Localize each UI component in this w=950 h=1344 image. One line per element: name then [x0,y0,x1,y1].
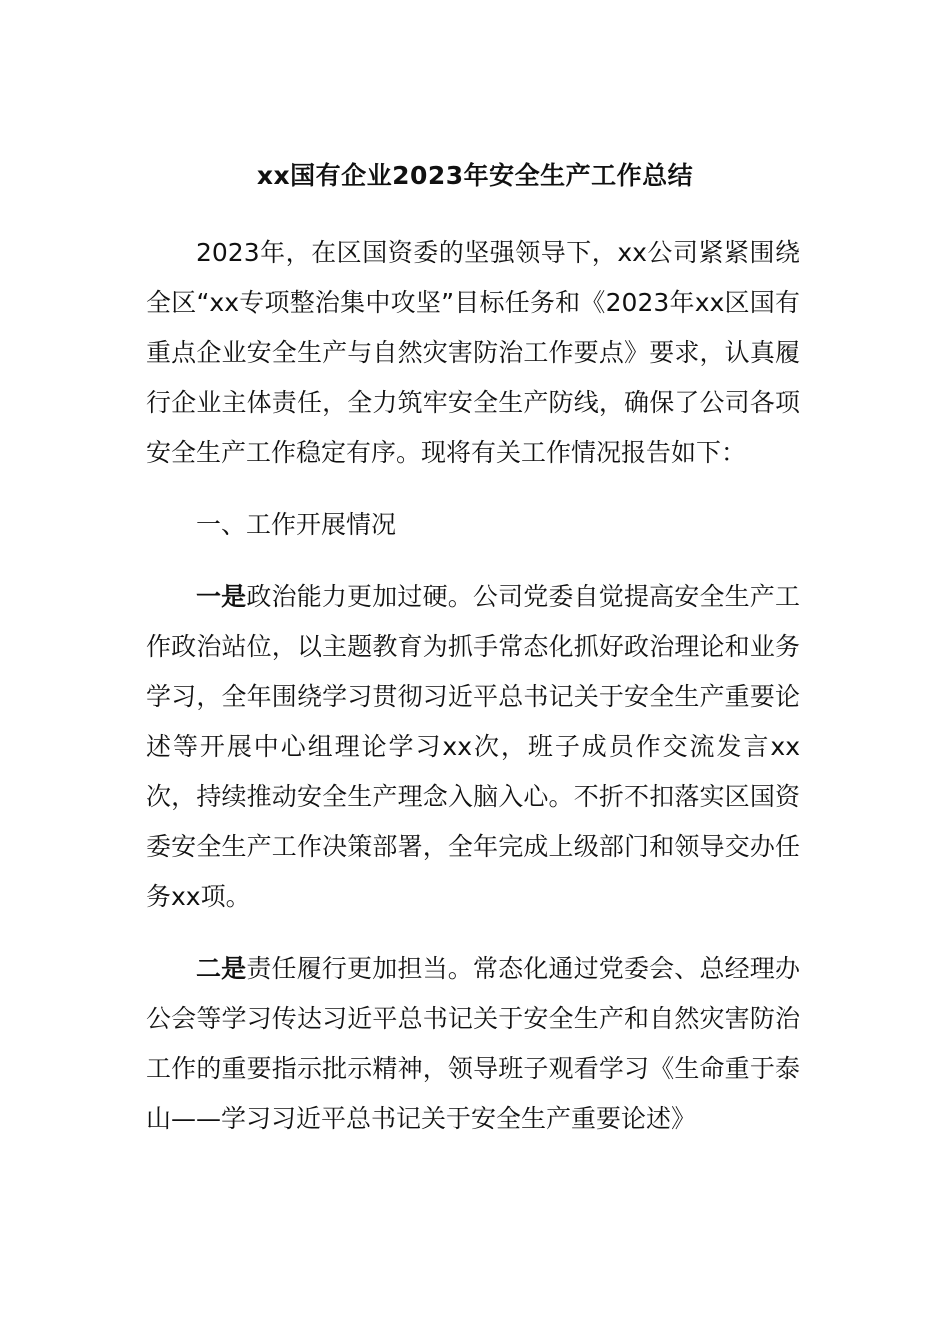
point-two-lead: 二是 [196,954,247,983]
section-heading: 一、工作开展情况 [196,510,397,539]
point-one-paragraph [146,572,800,922]
intro-paragraph: 2023年，在区国资委的坚强领导下，xx公司紧紧围绕全区“xx专项整治集中攻坚”目标任务和《2023年xx区国有重点企业安全生产与自然灾害防治工作要点》要求，认真履行企业主体责任，全力筑牢安全生产防线，确保了公司各项安全生产工作稳定有序。现将有关工作情况报告如下： [146,238,800,467]
point-two-paragraph [146,944,800,1144]
point-two-text: 责任履行更加担当。常态化通过党委会、总经理办公会等学习传达习近平总书记关于安全生产和自然灾害防治工作的重要指示批示精神，领导班子观看学习《生命重于泰山——学习习近平总书记关于安全生产重要论述》 [146,954,800,1133]
document-body [146,228,800,1144]
point-one-lead: 一是 [196,582,247,611]
point-one-text: 政治能力更加过硬。公司党委自觉提高安全生产工作政治站位，以主题教育为抓手常态化抓好政治理论和业务学习，全年围绕学习贯彻习近平总书记关于安全生产重要论述等开展中心组理论学习xx次，班子成员作交流发言xx次，持续推动安全生产理念入脑入心。不折不扣落实区国资委安全生产工作决策部署，全年完成上级部门和领导交办任务xx项。 [146,582,800,911]
document-title: xx国有企业2023年安全生产工作总结 [256,161,694,190]
